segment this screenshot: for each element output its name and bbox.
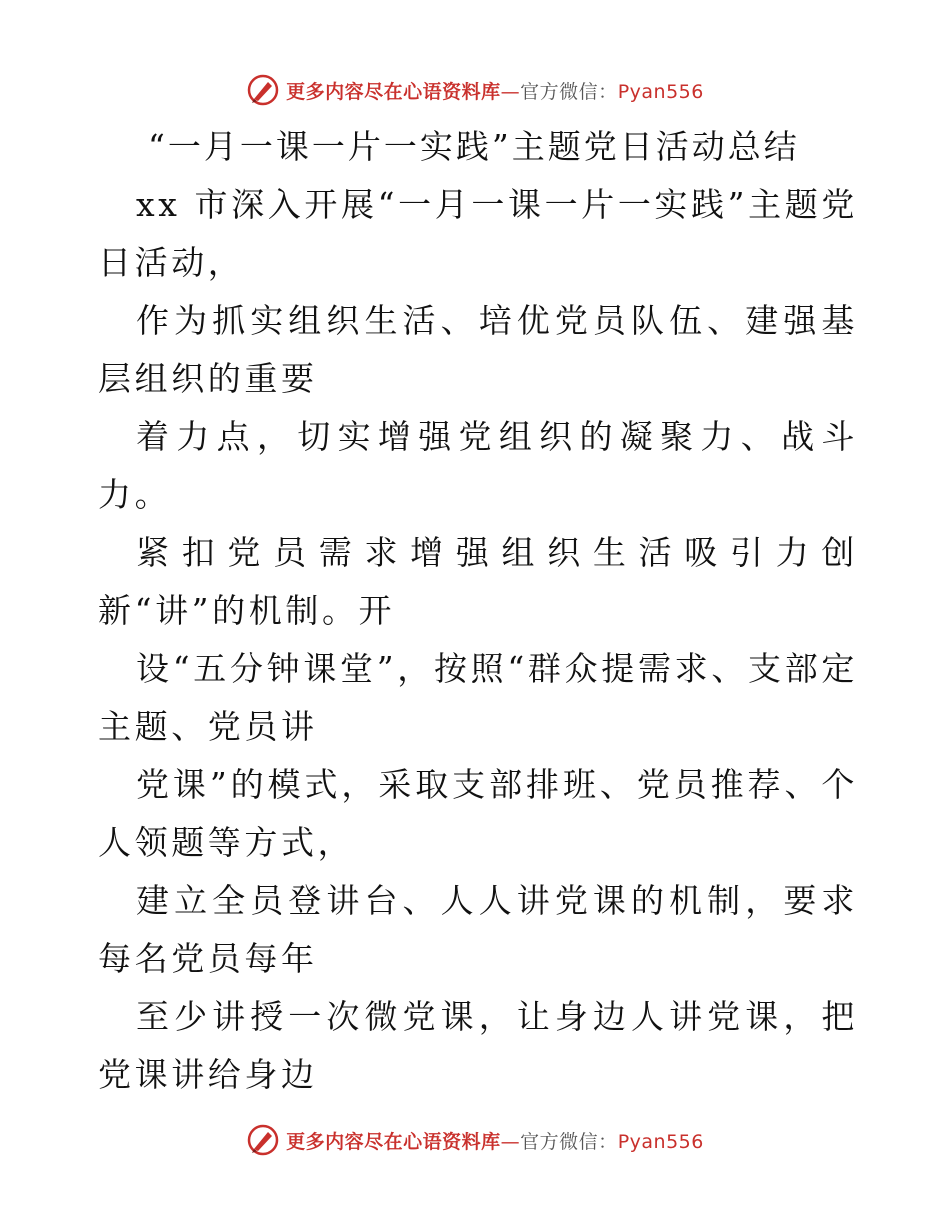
watermark-dash: — — [500, 80, 521, 103]
watermark-text — [286, 77, 704, 104]
watermark-id: Pyan556 — [617, 80, 704, 103]
document-title: “一月一课一片一实践”主题党日活动总结 — [148, 127, 800, 166]
header-watermark — [0, 70, 950, 110]
pen-logo-icon — [246, 73, 280, 107]
paragraph: 设“五分钟课堂”，按照“群众提需求、支部定主题、党员讲 — [98, 649, 858, 746]
watermark-official: 官方微信： — [520, 1130, 618, 1153]
paragraph: 作为抓实组织生活、培优党员队伍、建强基层组织的重要 — [98, 301, 858, 398]
watermark-site: 更多内容尽在心语资料库 — [286, 80, 501, 103]
footer-watermark — [0, 1120, 950, 1160]
watermark-dash: — — [500, 1130, 521, 1153]
watermark-text — [286, 1127, 704, 1154]
paragraph: 紧扣党员需求增强组织生活吸引力创新“讲”的机制。开 — [98, 533, 858, 630]
watermark-id: Pyan556 — [617, 1130, 704, 1153]
watermark-official: 官方微信： — [520, 80, 618, 103]
paragraph: 至少讲授一次微党课，让身边人讲党课，把党课讲给身边 — [98, 997, 858, 1094]
paragraph: 建立全员登讲台、人人讲党课的机制，要求每名党员每年 — [98, 881, 858, 978]
paragraph: 着力点，切实增强党组织的凝聚力、战斗力。 — [98, 417, 858, 514]
paragraph: 党课”的模式，采取支部排班、党员推荐、个人领题等方式， — [98, 765, 858, 862]
document-body — [98, 118, 858, 1104]
paragraph: xx 市深入开展“一月一课一片一实践”主题党日活动， — [98, 185, 858, 282]
watermark-site: 更多内容尽在心语资料库 — [286, 1130, 501, 1153]
pen-logo-icon — [246, 1123, 280, 1157]
